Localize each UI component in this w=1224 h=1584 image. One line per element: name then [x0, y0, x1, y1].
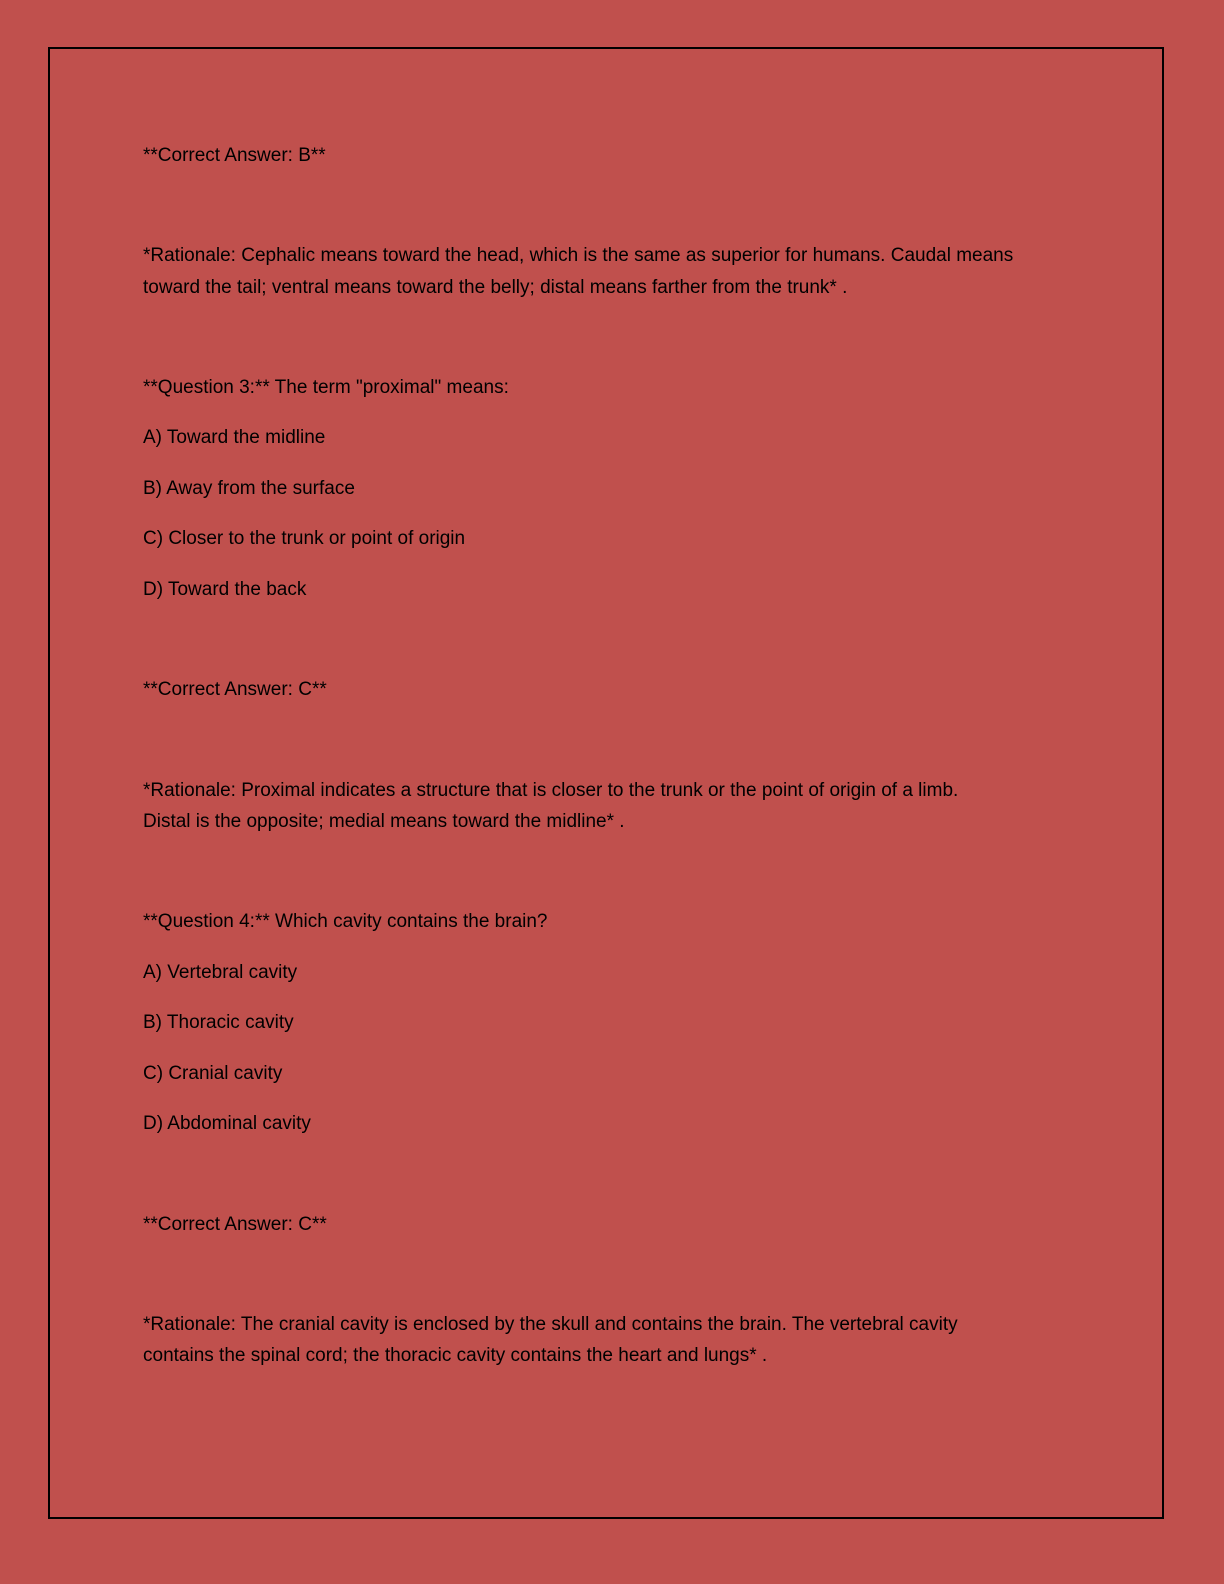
- question-4-option-a: A) Vertebral cavity: [143, 962, 298, 983]
- question-3-option-b: B) Away from the surface: [143, 478, 355, 499]
- correct-answer-b: **Correct Answer: B**: [143, 145, 326, 166]
- question-4-rationale-line-1: *Rationale: The cranial cavity is enclosed by the skull and contains the brain. The vertebral cavity: [143, 1314, 958, 1335]
- question-4-option-c: C) Cranial cavity: [143, 1063, 283, 1084]
- question-3-prompt: **Question 3:** The term "proximal" means:: [143, 377, 509, 398]
- question-3-rationale-line-2: Distal is the opposite; medial means toward the midline* .: [143, 811, 625, 832]
- rationale-2-line-1: *Rationale: Cephalic means toward the head, which is the same as superior for humans. Caudal means: [143, 245, 1014, 266]
- question-3-option-d: D) Toward the back: [143, 579, 307, 600]
- question-3-option-a: A) Toward the midline: [143, 427, 326, 448]
- question-4-correct-answer: **Correct Answer: C**: [143, 1214, 327, 1235]
- question-4-rationale-line-2: contains the spinal cord; the thoracic cavity contains the heart and lungs* .: [143, 1345, 768, 1366]
- question-3-option-c: C) Closer to the trunk or point of origin: [143, 528, 466, 549]
- question-3-rationale-line-1: *Rationale: Proximal indicates a structure that is closer to the trunk or the point of origin of a limb.: [143, 780, 959, 801]
- question-4-option-d: D) Abdominal cavity: [143, 1113, 311, 1134]
- question-3-correct-answer: **Correct Answer: C**: [143, 679, 327, 700]
- question-4-option-b: B) Thoracic cavity: [143, 1012, 294, 1033]
- rationale-2-line-2: toward the tail; ventral means toward the belly; distal means farther from the trunk* .: [143, 277, 848, 298]
- question-4-prompt: **Question 4:** Which cavity contains the brain?: [143, 911, 548, 932]
